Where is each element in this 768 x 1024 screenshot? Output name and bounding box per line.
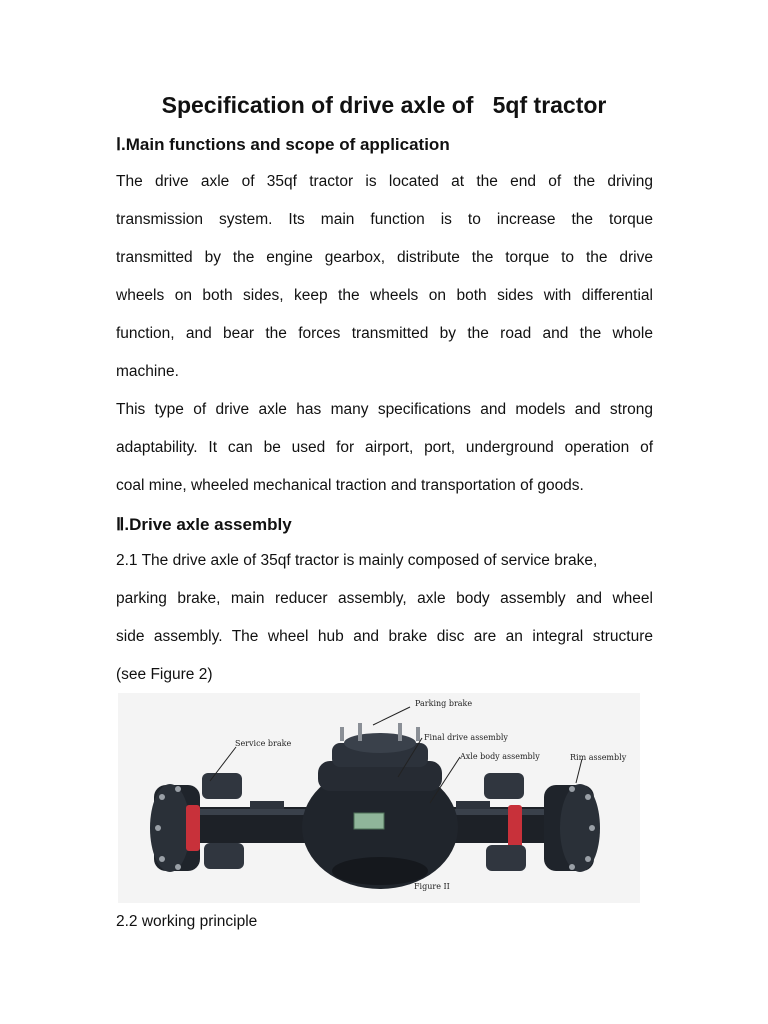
text-line: (see Figure 2) xyxy=(116,666,213,683)
section-1-paragraph-2 xyxy=(116,391,653,505)
text-line: This type of drive axle has many specifications and models and strong xyxy=(116,401,653,418)
text-line: function, and bear the forces transmitted by the road and the whole xyxy=(116,325,653,342)
text-line: side assembly. The wheel hub and brake disc are an integral structure xyxy=(116,628,653,645)
text-line: transmitted by the engine gearbox, distribute the torque to the drive xyxy=(116,249,653,266)
parking-brake-label: Parking brake xyxy=(415,699,473,708)
text-line: adaptability. It can be used for airport, port, underground operation of xyxy=(116,439,653,456)
text-line: coal mine, wheeled mechanical traction and transportation of goods. xyxy=(116,477,584,494)
text-line: transmission system. Its main function is to increase the torque xyxy=(116,211,653,228)
final-drive-label: Final drive assembly xyxy=(424,733,508,742)
section-1-paragraph-1 xyxy=(116,163,653,391)
drive-axle-figure xyxy=(118,693,640,903)
section-2-subheading xyxy=(116,903,653,941)
section-1-heading: Ⅰ.Main functions and scope of application xyxy=(116,135,450,154)
service-brake-label: Service brake xyxy=(235,739,292,748)
rim-assembly-label: Rim assembly xyxy=(570,753,627,762)
text-line: The drive axle of 35qf tractor is located at the end of the driving xyxy=(116,173,653,190)
text-line: machine. xyxy=(116,363,179,380)
axle-body-label: Axle body assembly xyxy=(460,752,540,761)
drive-axle-illustration xyxy=(118,693,640,903)
section-2-heading: Ⅱ.Drive axle assembly xyxy=(116,515,292,534)
section-2-paragraph-1 xyxy=(116,542,653,694)
text-line: wheels on both sides, keep the wheels on both sides with differential xyxy=(116,287,653,304)
figure-caption: Figure II xyxy=(414,882,450,891)
text-line: 2.1 The drive axle of 35qf tractor is mainly composed of service brake, xyxy=(116,552,598,569)
document-title: Specification of drive axle of 5qf tractor xyxy=(161,92,607,118)
text-line: 2.2 working principle xyxy=(116,913,258,930)
text-line: parking brake, main reducer assembly, axle body assembly and wheel xyxy=(116,590,653,607)
